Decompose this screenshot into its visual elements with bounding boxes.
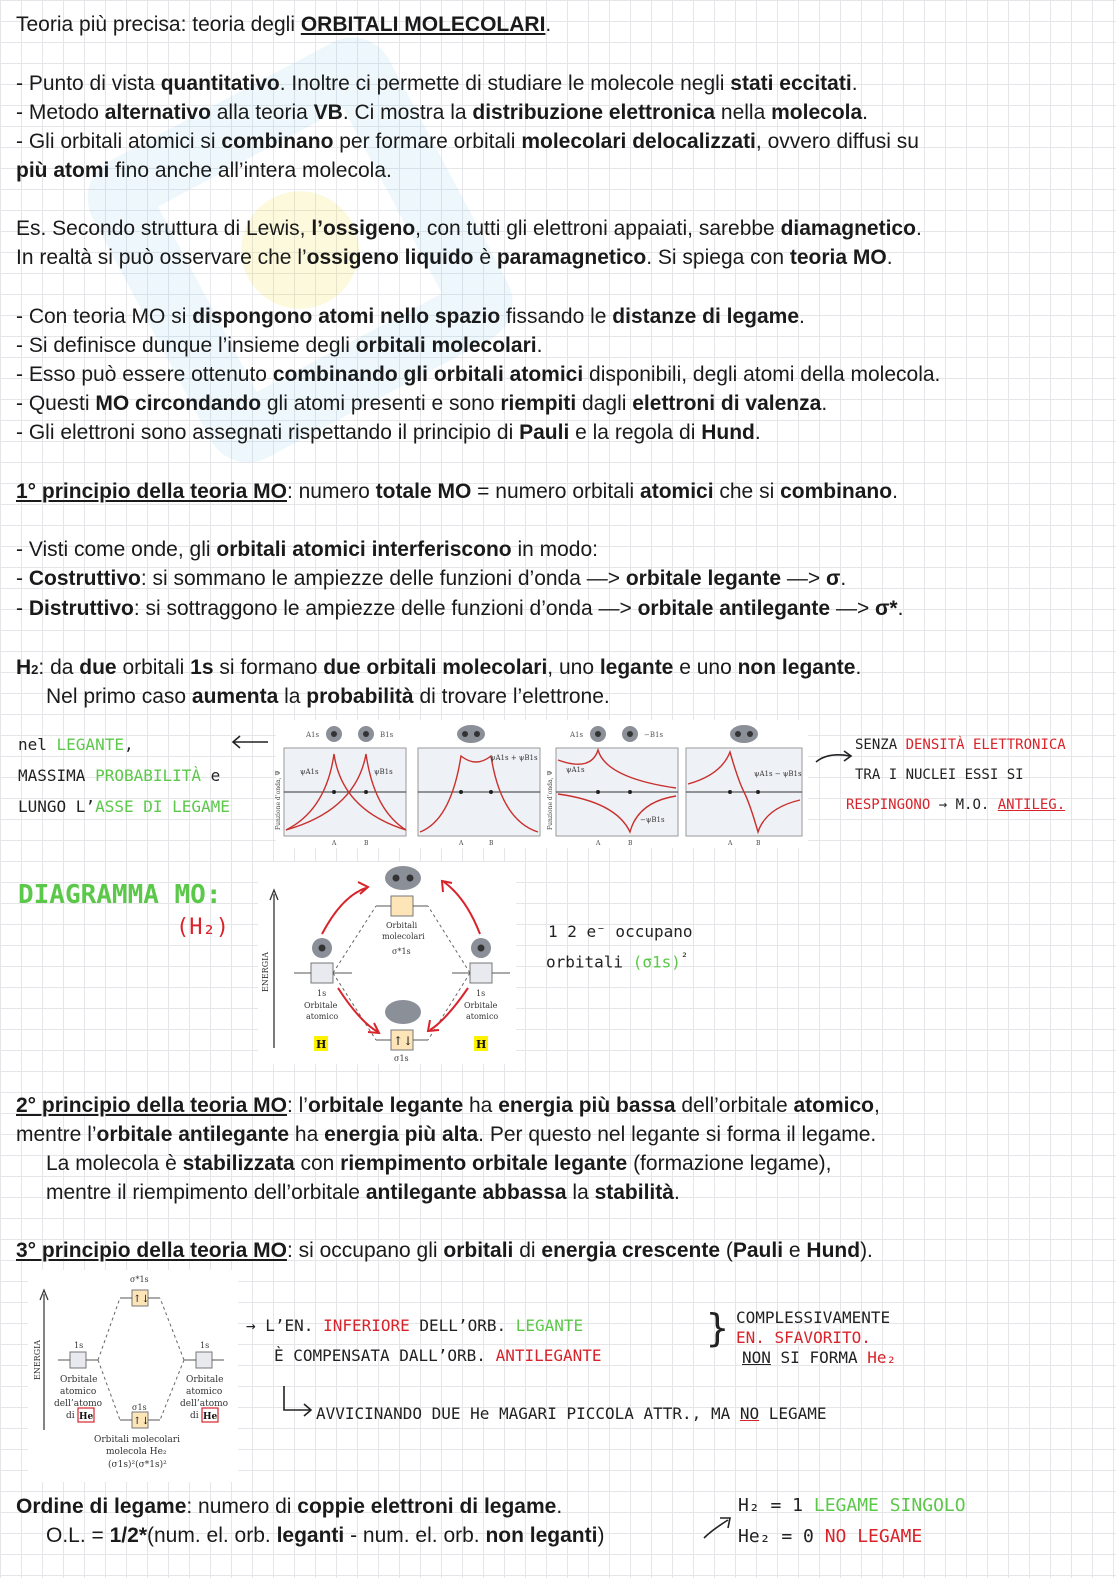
svg-text:ENERGIA: ENERGIA [261, 951, 270, 992]
svg-text:−B1s: −B1s [644, 731, 664, 739]
svg-text:Orbitale: Orbitale [186, 1375, 224, 1385]
svg-text:Funzione d’onda, Ψ: Funzione d’onda, Ψ [275, 770, 282, 830]
wave-panel-1 [275, 726, 406, 847]
svg-text:B: B [756, 840, 761, 847]
waves-intro: - Visti come onde, gli orbitali atomici interferiscono in modo: [16, 538, 598, 561]
svg-text:atomico: atomico [466, 1012, 499, 1021]
svg-text:di: di [190, 1411, 199, 1421]
bond-order-he2: He₂ = 0 NO LEGAME [738, 1526, 923, 1547]
svg-text:ψB1s: ψB1s [374, 768, 393, 776]
svg-text:Orbitali: Orbitali [386, 921, 418, 930]
svg-text:A: A [459, 840, 464, 847]
bond-order-formula: O.L. = 1/2*(num. el. orb. leganti - num. el. orb. non leganti) [46, 1524, 605, 1547]
note-h2-occupano: 1 2 e⁻ occupano [548, 922, 693, 941]
he-note-6: AVVICINANDO DUE He MAGARI PICCOLA ATTR., MA NO LEGAME [316, 1404, 827, 1423]
svg-text:Funzione d’onda, Ψ: Funzione d’onda, Ψ [547, 770, 554, 830]
hand-note-left-3: LUNGO L’ASSE DI LEGAME [18, 797, 230, 816]
hand-note-left-2: MASSIMA PROBABILITÀ e [18, 766, 221, 785]
bullet-mo-4: - Questi MO circondando gli atomi presenti e sono riempiti dagli elettroni di valenza. [16, 392, 828, 415]
bond-order-h2: H₂ = 1 LEGAME SINGOLO [738, 1495, 966, 1516]
diagramma-title: DIAGRAMMA MO: [18, 880, 222, 910]
svg-text:Orbitale: Orbitale [464, 1001, 498, 1010]
arrow-down-right-icon [280, 1384, 314, 1420]
waves-destructive: - Distruttivo: si sottraggono le ampiezze delle funzioni d’onda —> orbitale antilegante —> σ*. [16, 597, 904, 620]
svg-text:molecolari: molecolari [382, 932, 425, 941]
principle-2-line-4: mentre il riempimento dell’orbitale antilegante abbassa la stabilità. [46, 1181, 680, 1204]
h2-line-2: Nel primo caso aumenta la probabilità di trovare l’elettrone. [46, 685, 610, 708]
svg-text:atomico: atomico [306, 1012, 339, 1021]
svg-text:Orbitale: Orbitale [304, 1001, 338, 1010]
he-note-3: COMPLESSIVAMENTE [736, 1308, 891, 1327]
example-oxygen: Es. Secondo struttura di Lewis, l’ossigeno, con tutti gli elettroni appaiati, sarebbe diamagnetico. [16, 217, 922, 240]
svg-text:atomico: atomico [60, 1387, 97, 1397]
hand-note-left-1: nel LEGANTE, [18, 735, 134, 754]
svg-text:di: di [66, 1411, 75, 1421]
svg-text:B: B [364, 840, 369, 847]
svg-text:↑↓: ↑↓ [133, 1416, 150, 1427]
svg-text:A1s: A1s [570, 731, 584, 739]
bullet-mo-1: - Con teoria MO si dispongono atomi nello spazio fissando le distanze di legame. [16, 305, 805, 328]
svg-text:A: A [728, 840, 733, 847]
svg-text:H: H [316, 1038, 327, 1051]
hand-note-right-2: TRA I NUCLEI ESSI SI [855, 767, 1024, 783]
svg-text:1s: 1s [317, 989, 327, 998]
svg-text:H: H [476, 1038, 487, 1051]
svg-text:A: A [332, 840, 337, 847]
he-note-5: NON SI FORMA He₂ [742, 1348, 897, 1367]
note-h2-orbitali: orbitali $(\sigma 1s)^{^2}$ [546, 950, 689, 972]
svg-text:atomico: atomico [186, 1387, 223, 1397]
mo-diagram-h2 [258, 862, 516, 1064]
svg-text:↑↓: ↑↓ [393, 1034, 414, 1048]
page-title: Teoria più precisa: teoria degli ORBITALI MOLECOLARI. [16, 13, 552, 36]
h2-line-1: H2: da due orbitali 1s si formano due orbitali molecolari, uno legante e uno non legante. [16, 656, 862, 679]
svg-text:molecola He₂: molecola He₂ [106, 1447, 167, 1457]
svg-text:1s: 1s [200, 1341, 210, 1350]
brace-icon: } [706, 1306, 729, 1350]
he-note-4: EN. SFAVORITO. [736, 1328, 871, 1347]
principle-2-line-2: mentre l’orbitale antilegante ha energia più alta. Per questo nel legante si forma il legame. [16, 1123, 877, 1146]
svg-text:↑↓: ↑↓ [133, 1294, 150, 1305]
bullet-combinano-cont: più atomi fino anche all’intera molecola. [16, 159, 392, 182]
svg-text:ψA1s − ψB1s: ψA1s − ψB1s [754, 770, 802, 778]
svg-text:ENERGIA: ENERGIA [33, 1339, 42, 1380]
svg-text:1s: 1s [74, 1341, 84, 1350]
bullet-combinano: - Gli orbitali atomici si combinano per formare orbitali molecolari delocalizzati, ovvero diffusi su [16, 130, 919, 153]
svg-text:σ*1s: σ*1s [392, 947, 411, 956]
svg-text:He: He [79, 1412, 94, 1422]
hand-note-right-1: SENZA DENSITÀ ELETTRONICA [855, 737, 1066, 753]
he-note-1: → L’EN. INFERIORE DELL’ORB. LEGANTE [246, 1316, 584, 1335]
svg-text:(σ1s)²(σ*1s)²: (σ1s)²(σ*1s)² [108, 1460, 167, 1470]
svg-text:Orbitale: Orbitale [60, 1375, 98, 1385]
bullet-alternativo: - Metodo alternativo alla teoria VB. Ci mostra la distribuzione elettronica nella molecola. [16, 101, 869, 124]
principle-3: 3° principio della teoria MO: si occupano gli orbitali di energia crescente (Pauli e Hund). [16, 1239, 873, 1262]
bullet-mo-3: - Esso può essere ottenuto combinando gli orbitali atomici disponibili, degli atomi della molecola. [16, 363, 941, 386]
wave-panel-4 [686, 725, 802, 847]
he-note-2: È COMPENSATA DALL’ORB. ANTILEGANTE [274, 1346, 602, 1365]
principle-2-line-3: La molecola è stabilizzata con riempimento orbitale legante (formazione legame), [46, 1152, 832, 1175]
bullet-quantitativo: - Punto di vista quantitativo. Inoltre ci permette di studiare le molecole negli stati eccitati. [16, 72, 858, 95]
svg-text:He: He [203, 1412, 218, 1422]
arrow-left-icon [230, 734, 270, 750]
arrow-right-icon [814, 748, 854, 768]
wave-function-figure [276, 720, 808, 848]
wave-panel-2 [418, 725, 540, 847]
svg-text:σ*1s: σ*1s [130, 1275, 149, 1284]
waves-constructive: - Costruttivo: si sommano le ampiezze delle funzioni d’onda —> orbitale legante —> σ. [16, 567, 847, 590]
principle-2: 2° principio della teoria MO: l’orbitale legante ha energia più bassa dell’orbitale atomico, [16, 1094, 880, 1117]
wave-panel-3 [547, 726, 678, 847]
bullet-mo-5: - Gli elettroni sono assegnati rispettando il principio di Pauli e la regola di Hund. [16, 421, 761, 444]
diagramma-subtitle: (H₂) [176, 915, 229, 940]
hand-note-right-3: RESPINGONO → M.O. ANTILEG. [846, 797, 1066, 813]
svg-text:σ1s: σ1s [394, 1054, 409, 1063]
mo-diagram-he2 [28, 1270, 238, 1482]
svg-text:ψA1s + ψB1s: ψA1s + ψB1s [490, 754, 538, 762]
svg-text:1s: 1s [476, 989, 486, 998]
principle-1: 1° principio della teoria MO: numero totale MO = numero orbitali atomici che si combinano. [16, 480, 898, 503]
svg-text:dell’atomo: dell’atomo [54, 1399, 103, 1409]
svg-text:B: B [489, 840, 494, 847]
svg-text:Orbitali molecolari: Orbitali molecolari [94, 1435, 180, 1445]
example-oxygen-2: In realtà si può osservare che l’ossigeno liquido è paramagnetico. Si spiega con teoria MO. [16, 246, 893, 269]
svg-text:B1s: B1s [380, 731, 394, 739]
svg-text:dell’atomo: dell’atomo [180, 1399, 229, 1409]
svg-text:A: A [596, 840, 601, 847]
svg-text:A1s: A1s [306, 731, 320, 739]
svg-text:ψA1s: ψA1s [566, 766, 585, 774]
bond-order-definition: Ordine di legame: numero di coppie elettroni di legame. [16, 1495, 563, 1518]
svg-text:B: B [628, 840, 633, 847]
bullet-mo-2: - Si definisce dunque l’insieme degli orbitali molecolari. [16, 334, 543, 357]
svg-text:−ψB1s: −ψB1s [640, 816, 665, 824]
svg-text:σ1s: σ1s [132, 1403, 147, 1412]
arrow-up-right-icon [702, 1512, 736, 1542]
svg-text:ψA1s: ψA1s [300, 768, 319, 776]
